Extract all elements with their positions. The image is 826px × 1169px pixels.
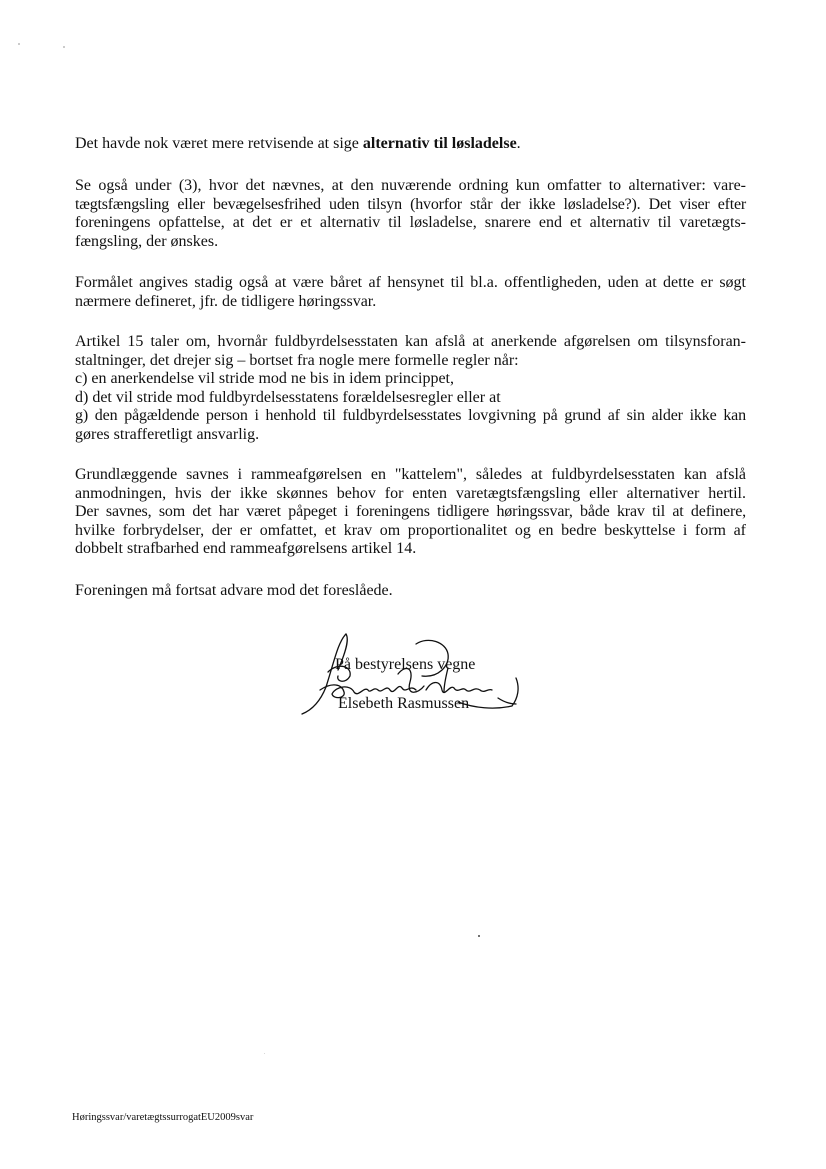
emphasis-text: alternativ til løsladelse [362,135,517,152]
footer-file-reference: Høringssvar/varetægtssurrogatEU2009svar [72,1112,254,1123]
scan-speck [18,43,20,45]
text-line: foreningens opfattelse, at det er et alternativ til løsladelse, snarere end et alternativ til varetægts- [75,214,746,231]
text-line: nærmere defineret, jfr. de tidligere høringssvar. [75,292,377,310]
paragraph-3 [75,274,746,311]
scan-speck [478,935,480,937]
text-line: fængsling, der ønskes. [75,232,219,250]
text-line: anmodningen, hvis der ikke skønnes behov for enten varetægtsfængsling eller alternativer hertil. [75,484,746,502]
text-line: dobbelt strafbarhed end rammeafgørelsens artikel 14. [75,540,417,557]
text-line: tægtsfængsling eller bevægelsesfrihed uden tilsyn (hvorfor står der ikke løsladelse?). Det viser efter [75,195,746,213]
text-line: Foreningen må fortsat advare mod det foreslåede. [75,582,393,599]
paragraph-6 [75,582,746,601]
text-line: Se også under (3), hvor det nævnes, at den nuværende ordning kun omfatter to alternativer: vare- [75,177,746,194]
handwritten-signature-icon [298,632,528,722]
text-line: Det havde nok været mere retvisende at sige alternativ til løsladelse. [75,135,521,152]
paragraph-1 [75,135,746,154]
text-line: gøres strafferetligt ansvarlig. [75,425,260,443]
scan-speck [264,1053,265,1054]
text-line: d) det vil stride mod fuldbyrdelsesstatens forældelsesregler eller at [75,388,501,406]
text-line: Der savnes, som det har været påpeget i foreningens tidligere høringssvar, både krav til at definere, [75,503,746,520]
signature-name: Elsebeth Rasmussen [338,695,470,712]
text-line: Formålet angives stadig også at være båret af hensynet til bl.a. offentligheden, uden at dette er søgt [75,274,746,291]
signature-block [298,632,528,722]
text-line: hvilke forbrydelser, der er omfattet, et krav om proportionalitet og en bedre beskyttelse i form af [75,521,746,539]
text-line: staltninger, det drejer sig – bortset fra nogle mere formelle regler når: [75,351,519,369]
scan-speck [63,46,65,48]
paragraph-2 [75,177,746,251]
paragraph-5 [75,466,746,559]
paragraph-4 [75,333,746,444]
signature-on-behalf: På bestyrelsens vegne [335,656,476,673]
text-line: Artikel 15 taler om, hvornår fuldbyrdelsesstaten kan afslå at anerkende afgørelsen om tilsynsforan- [75,333,746,350]
text-line: Grundlæggende savnes i rammeafgørelsen en "kattelem", således at fuldbyrdelsesstaten kan afslå [75,466,746,483]
text-line: c) en anerkendelse vil stride mod ne bis in idem princippet, [75,370,454,387]
text-line: g) den pågældende person i henhold til fuldbyrdelsesstates lovgivning på grund af sin alder ikke kan [75,407,746,424]
